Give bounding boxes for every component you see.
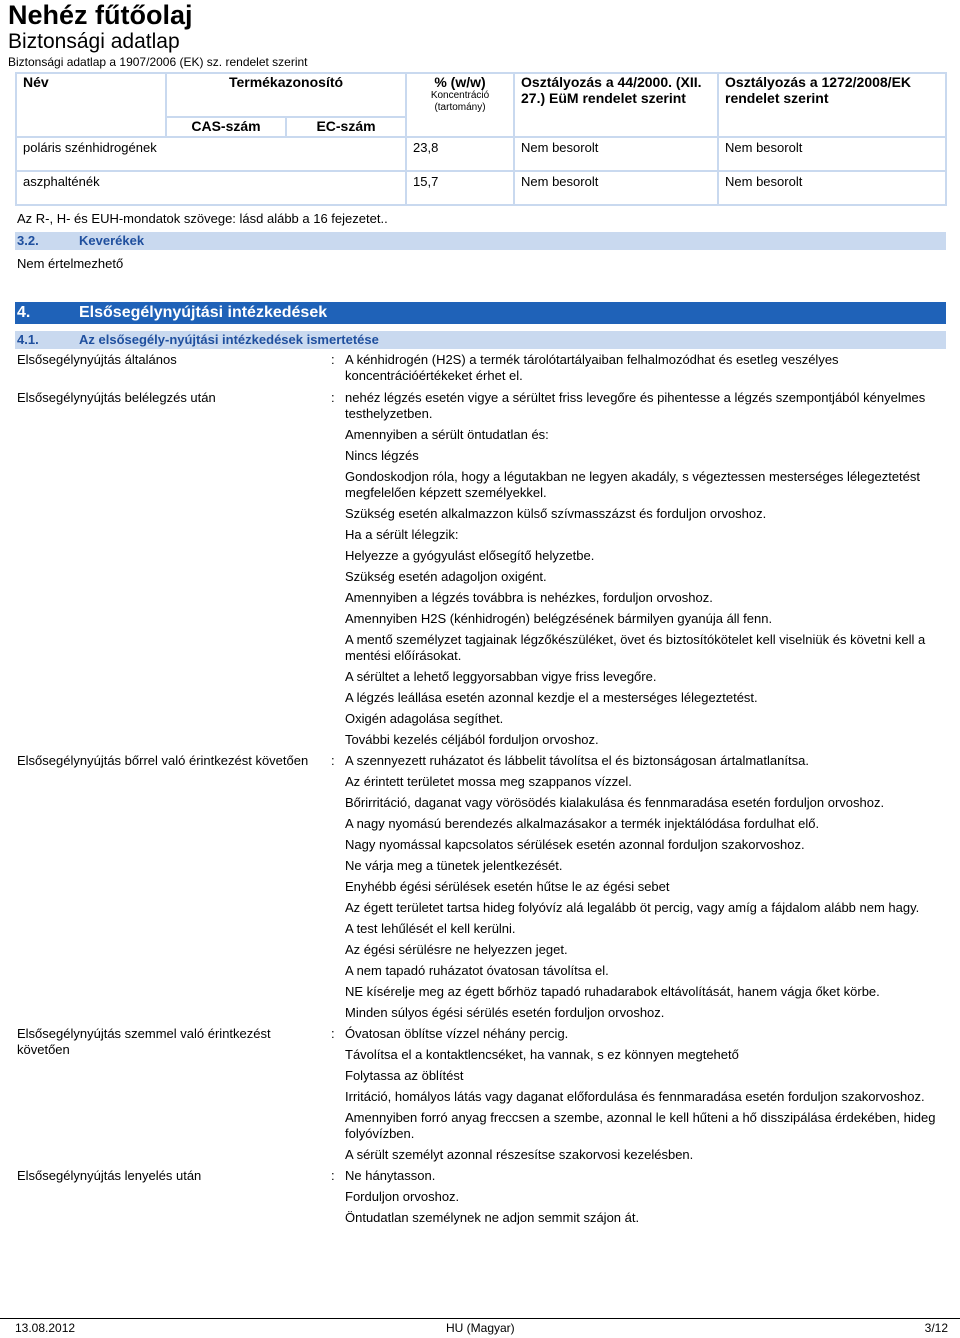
row-percent: 15,7 <box>413 174 439 189</box>
first-aid-line: Enyhébb égési sérülések esetén hűtse le az égési sebet <box>345 879 670 894</box>
first-aid-ingestion: Elsősegélynyújtás lenyelés után : Ne hánytasson. Forduljon orvoshoz. Öntudatlan személynek ne adjon semmit szájon át. <box>17 1168 945 1231</box>
first-aid-label: Elsősegélynyújtás lenyelés után <box>17 1168 202 1183</box>
first-aid-content <box>345 753 945 1026</box>
footer-date: 13.08.2012 <box>15 1321 76 1335</box>
footer-language: HU (Magyar) <box>446 1321 515 1335</box>
first-aid-line: Irritáció, homályos látás vagy daganat előfordulása és fennmaradása esetén forduljon szakorvoshoz. <box>345 1089 925 1104</box>
header-percent-sub2: (tartomány) <box>434 102 486 113</box>
section-3-2-number: 3.2. <box>17 233 39 248</box>
first-aid-eye: Elsősegélynyújtás szemmel való érintkezést követően : Óvatosan öblítse vízzel néhány percig. Távolítsa el a kontaktlencséket, ha vannak, s ez könnyen megtehető Folytassa az öblítést Irritáció, homályos látás vagy daganat előfordulása és fennmaradása esetén forduljon szakorvoshoz. Amennyiben forró anyag freccsen a szembe, azonnal le kell hűteni a hő disszipálása érdekében, hideg folyóvízben. A sérült személyt azonnal részesítse szakorvosi kezelésben. <box>17 1026 945 1168</box>
first-aid-line: Szükség esetén adagoljon oxigént. <box>345 569 547 584</box>
row-name: poláris szénhidrogének <box>23 140 157 155</box>
first-aid-line: A légzés leállása esetén azonnal kezdje el a mesterséges lélegeztetést. <box>345 690 758 705</box>
first-aid-line: A sérült személyt azonnal részesítse szakorvosi kezelésben. <box>345 1147 694 1162</box>
document-header <box>8 0 308 69</box>
table-row <box>16 137 946 171</box>
composition-table <box>15 72 947 206</box>
row-class-old: Nem besorolt <box>521 140 599 155</box>
section-3-2-heading <box>15 232 946 250</box>
first-aid-line: Nagy nyomással kapcsolatos sérülések esetén azonnal forduljon szakorvoshoz. <box>345 837 805 852</box>
header-name: Név <box>16 73 166 137</box>
first-aid-line: Forduljon orvoshoz. <box>345 1189 460 1204</box>
first-aid-content <box>345 390 945 753</box>
header-cas: CAS-szám <box>166 117 286 137</box>
first-aid-label: Elsősegélynyújtás bőrrel való érintkezést követően <box>17 753 309 768</box>
first-aid-line: Az égett területet tartsa hideg folyóvíz alá legalább öt percig, vagy amíg a fájdalom alább nem hagy. <box>345 900 920 915</box>
row-class-old: Nem besorolt <box>521 174 599 189</box>
first-aid-line: Amennyiben H2S (kénhidrogén) belégzésének bármilyen gyanúja áll fenn. <box>345 611 773 626</box>
row-percent: 23,8 <box>413 140 439 155</box>
first-aid-line: A nem tapadó ruházatot óvatosan távolítsa el. <box>345 963 609 978</box>
first-aid-content <box>345 1026 945 1168</box>
table-row <box>16 171 946 205</box>
first-aid-line: Szükség esetén alkalmazzon külső szívmasszázst és forduljon orvoshoz. <box>345 506 767 521</box>
first-aid-inhalation: Elsősegélynyújtás belélegzés után : nehéz légzés esetén vigye a sérültet friss levegőre és pihentesse a légzés szempontjából kényelmes testhelyzetben. Amennyiben a sérült öntudatlan és: Nincs légzés Gondoskodjon róla, hogy a légutakban ne legyen akadály, s végeztessen mesterséges lélegeztetést megfelelően képzett személyekkel. Szükség esetén alkalmazzon külső szívmasszázst és forduljon orvoshoz. Ha a sérült lélegzik: Helyezze a gyógyulást elősegítő helyzetbe. Szükség esetén adagoljon oxigént. Amennyiben a légzés továbbra is nehézkes, forduljon orvoshoz. Amennyiben H2S (kénhidrogén) belégzésének bármilyen gyanúja áll fenn. A mentő személyzet tagjainak légzőkészüléket, övet és biztosítókötelet kell viselniük és követni kell a mentési előírásokat. A sérültet a lehető leggyorsabban vigye friss levegőre. A légzés leállása esetén azonnal kezdje el a mesterséges lélegeztetést. Oxigén adagolása segíthet. További kezelés céljából forduljon orvoshoz. <box>17 390 945 753</box>
first-aid-line: Folytassa az öblítést <box>345 1068 464 1083</box>
first-aid-line: A mentő személyzet tagjainak légzőkészüléket, övet és biztosítókötelet kell viselniük és követni kell a mentési előírásokat. <box>345 632 926 663</box>
first-aid-line: Nincs légzés <box>345 448 419 463</box>
header-ec: EC-szám <box>286 117 406 137</box>
first-aid-line: A nagy nyomású berendezés alkalmazásakor a termék injektálódása fordulhat elő. <box>345 816 820 831</box>
first-aid-line: Óvatosan öblítse vízzel néhány percig. <box>345 1026 569 1041</box>
first-aid-skin: Elsősegélynyújtás bőrrel való érintkezést követően : A szennyezett ruházatot és lábbelit távolítsa el és biztonságosan ártalmatlanítsa. Az érintett területet mossa meg szappanos vízzel. Bőrirritáció, daganat vagy vörösödés kialakulása és fennmaradása esetén forduljon orvoshoz. A nagy nyomású berendezés alkalmazásakor a termék injektálódása fordulhat elő. Nagy nyomással kapcsolatos sérülések esetén azonnal forduljon szakorvoshoz. Ne várja meg a tünetek jelentkezését. Enyhébb égési sérülések esetén hűtse le az égési sebet Az égett területet tartsa hideg folyóvíz alá legalább öt percig, vagy amíg a fájdalom alább nem hagy. A test lehűlését el kell kerülni. Az égési sérülésre ne helyezzen jeget. A nem tapadó ruházatot óvatosan távolítsa el. NE kísérelje meg az égett bőrhöz tapadó ruhadarabok eltávolítását, hanem vágja őket körbe. Minden súlyos égési sérülés esetén forduljon orvoshoz. <box>17 753 945 1026</box>
first-aid-line: Az égési sérülésre ne helyezzen jeget. <box>345 942 568 957</box>
first-aid-label: Elsősegélynyújtás szemmel való érintkezést követően <box>17 1026 271 1057</box>
row-class-new: Nem besorolt <box>725 174 803 189</box>
footer-page-number: 3/12 <box>924 1321 948 1335</box>
first-aid-line: Bőrirritáció, daganat vagy vörösödés kialakulása és fennmaradása esetén forduljon orvoshoz. <box>345 795 885 810</box>
page-footer <box>0 1318 960 1338</box>
section-4-title: Elsősegélynyújtási intézkedések <box>79 304 328 321</box>
section-4-1-heading <box>15 331 946 349</box>
first-aid-line: A test lehűlését el kell kerülni. <box>345 921 516 936</box>
first-aid-general: Elsősegélynyújtás általános : A kénhidrogén (H2S) a termék tárolótartályaiban felhalmozódhat és esetleg veszélyes koncentrációértékeket érhet el. <box>17 352 945 389</box>
first-aid-list <box>17 352 945 1231</box>
row-name: aszphalténék <box>23 174 100 189</box>
first-aid-line: A szennyezett ruházatot és lábbelit távolítsa el és biztonságosan ártalmatlanítsa. <box>345 753 809 768</box>
first-aid-label: Elsősegélynyújtás általános <box>17 352 177 367</box>
first-aid-label: Elsősegélynyújtás belélegzés után <box>17 390 216 405</box>
first-aid-line: Minden súlyos égési sérülés esetén forduljon orvoshoz. <box>345 1005 665 1020</box>
section-4-number: 4. <box>17 304 31 321</box>
first-aid-line: Ne hánytasson. <box>345 1168 436 1183</box>
first-aid-line: Öntudatlan személynek ne adjon semmit szájon át. <box>345 1210 640 1225</box>
first-aid-line: NE kísérelje meg az égett bőrhöz tapadó ruhadarabok eltávolítását, hanem vágja őket körbe. <box>345 984 880 999</box>
first-aid-line: Amennyiben forró anyag freccsen a szembe, azonnal le kell hűteni a hő disszipálása érdekében, hideg folyóvízben. <box>345 1110 936 1141</box>
first-aid-content <box>345 352 945 389</box>
first-aid-content <box>345 1168 945 1231</box>
header-class-new: Osztályozás a 1272/2008/EK rendelet szerint <box>718 73 946 137</box>
section-4-heading <box>15 302 946 324</box>
document-subtitle: Biztonsági adatlap a 1907/2006 (EK) sz. rendelet szerint <box>8 55 308 69</box>
header-percent-sub1: Koncentráció <box>430 90 490 101</box>
first-aid-line: Távolítsa el a kontaktlencséket, ha vannak, s ez könnyen megtehető <box>345 1047 739 1062</box>
document-title: Biztonsági adatlap <box>8 30 180 53</box>
header-class-old: Osztályozás a 44/2000. (XII. 27.) EüM rendelet szerint <box>514 73 718 137</box>
product-name: Nehéz fűtőolaj <box>8 0 193 30</box>
header-product-id: Termékazonosító <box>166 73 406 117</box>
section-3-2-text: Nem értelmezhető <box>17 256 124 271</box>
section-4-1-title: Az elsősegély-nyújtási intézkedések ismertetése <box>79 332 379 347</box>
header-percent-main: % (w/w) <box>434 74 486 90</box>
first-aid-line: Amennyiben a sérült öntudatlan és: <box>345 427 549 442</box>
header-percent <box>406 73 514 137</box>
first-aid-line: További kezelés céljából forduljon orvoshoz. <box>345 732 599 747</box>
first-aid-line: Ne várja meg a tünetek jelentkezését. <box>345 858 563 873</box>
section-3-2-title: Keverékek <box>79 233 145 248</box>
row-class-new: Nem besorolt <box>725 140 803 155</box>
first-aid-line: Az érintett területet mossa meg szappanos vízzel. <box>345 774 632 789</box>
first-aid-line: Ha a sérült lélegzik: <box>345 527 459 542</box>
first-aid-line: A kénhidrogén (H2S) a termék tárolótartályaiban felhalmozódhat és esetleg veszélyes koncentrációértékeket érhet el. <box>345 352 839 383</box>
first-aid-line: Amennyiben a légzés továbbra is nehézkes, forduljon orvoshoz. <box>345 590 713 605</box>
first-aid-line: Gondoskodjon róla, hogy a légutakban ne legyen akadály, s végeztessen mesterséges lélegeztetést megfelelően képzett személyekkel. <box>345 469 921 500</box>
first-aid-line: Helyezze a gyógyulást elősegítő helyzetbe. <box>345 548 595 563</box>
section-4-1-number: 4.1. <box>17 332 39 347</box>
first-aid-line: nehéz légzés esetén vigye a sérültet friss levegőre és pihentesse a légzés szempontjából kényelmes testhelyzetben. <box>345 390 926 421</box>
r-phrases-note: Az R-, H- és EUH-mondatok szövege: lásd alább a 16 fejezetet.. <box>17 211 388 226</box>
first-aid-line: A sérültet a lehető leggyorsabban vigye friss levegőre. <box>345 669 657 684</box>
first-aid-line: Oxigén adagolása segíthet. <box>345 711 504 726</box>
